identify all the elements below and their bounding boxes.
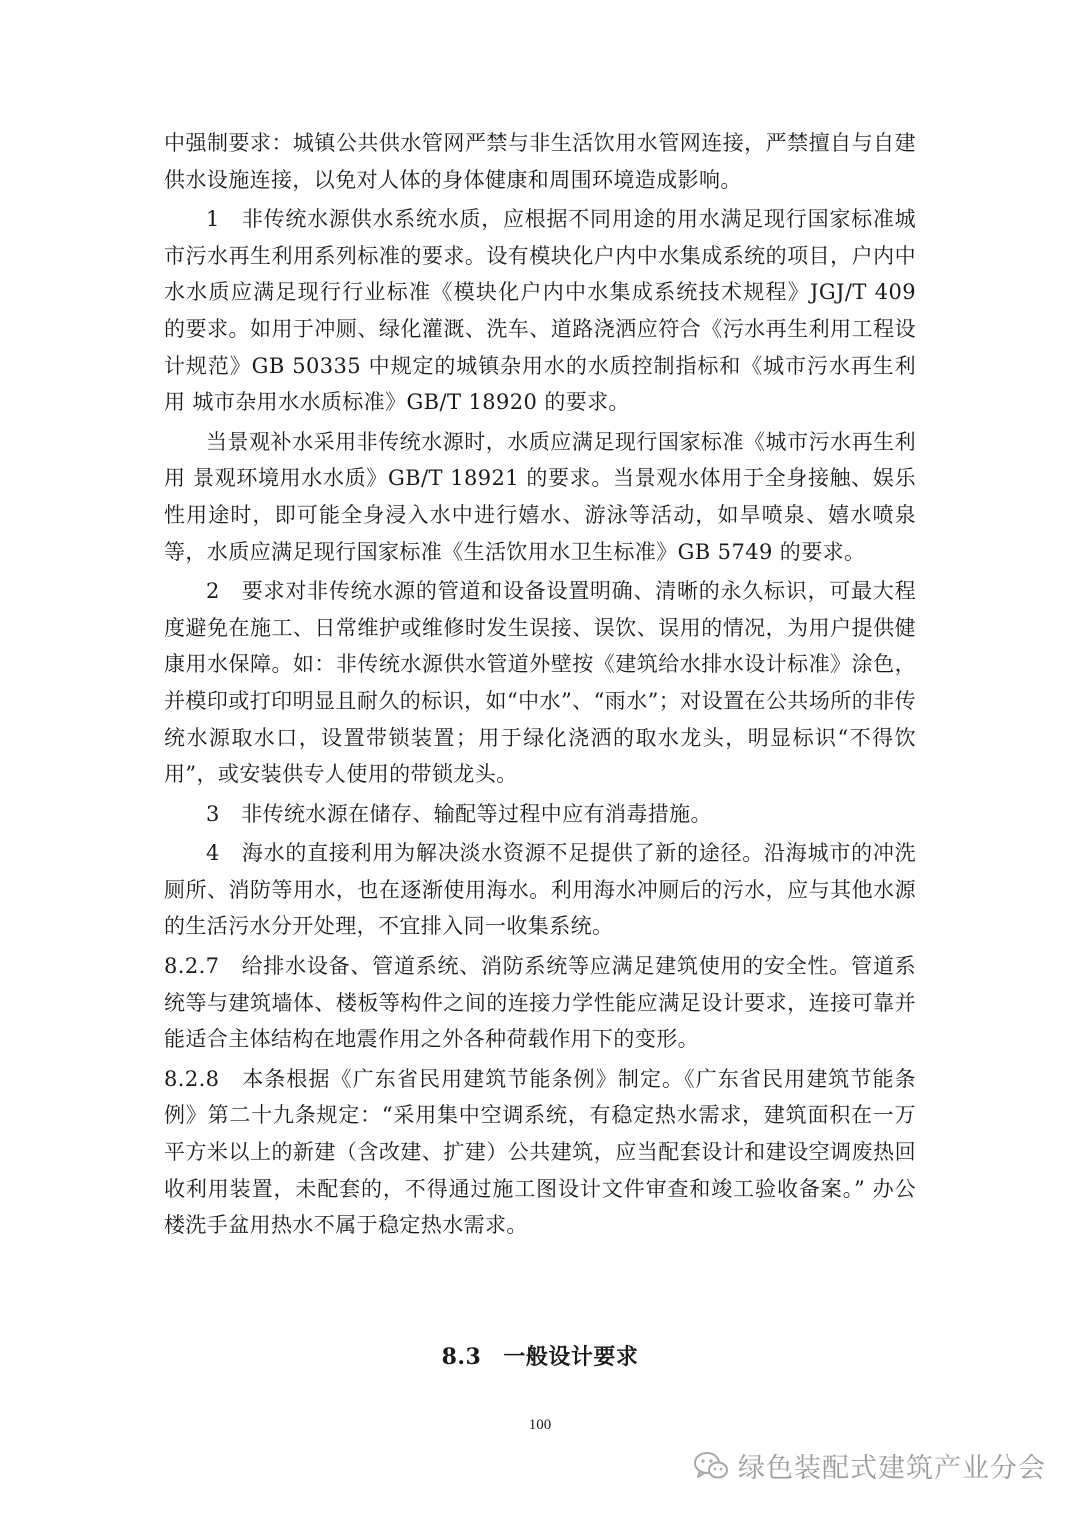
paragraph: 当景观补水采用非传统水源时，水质应满足现行国家标准《城市污水再生利用 景观环境用水水质》GB/T 18921 的要求。当景观水体用于全身接触、娱乐性用途时，即可能全身浸入水中进行嬉水、游泳等活动，如旱喷泉、嬉水喷泉等，水质应满足现行国家标准《生活饮用水卫生标准》GB 5749 的要求。 xyxy=(164,429,916,564)
paragraph: 1 非传统水源供水系统水质，应根据不同用途的用水满足现行国家标准城市污水再生利用系列标准的要求。设有模块化户内中水集成系统的项目，户内中水水质应满足现行行业标准《模块化户内中水集成系统技术规程》JGJ/T 409 的要求。如用于冲厕、绿化灌溉、洗车、道路浇洒应符合《污水再生利用工程设计规范》GB 50335 中规定的城镇杂用水的水质控制指标和《城市污水再生利用 城市杂用水水质标准》GB/T 18920 的要求。 xyxy=(164,207,916,415)
watermark-text: 绿色装配式建筑产业分会 xyxy=(738,1453,1046,1484)
page-number: 100 xyxy=(528,1417,552,1433)
section-number: 8.3 xyxy=(441,1344,482,1370)
paragraph: 2 要求对非传统水源的管道和设备设置明确、清晰的永久标识，可最大程度避免在施工、日常维护或维修时发生误接、误饮、误用的情况，为用户提供健康用水保障。如：非传统水源供水管道外壁按《建筑给水排水设计标准》涂色，并模印或打印明显且耐久的标识，如“中水”、“雨水”；对设置在公共场所的非传统水源取水口，设置带锁装置；用于绿化浇洒的取水龙头，明显标识“不得饮用”，或安装供专人使用的带锁龙头。 xyxy=(164,579,916,787)
clause-8-2-7: 8.2.7 给排水设备、管道系统、消防系统等应满足建筑使用的安全性。管道系统等与建筑墙体、楼板等构件之间的连接力学性能应满足设计要求，连接可靠并能适合主体结构在地震作用之外各种荷载作用下的变形。 xyxy=(164,954,916,1052)
paragraph: 3 非传统水源在储存、输配等过程中应有消毒措施。 xyxy=(206,801,712,826)
paragraph: 中强制要求：城镇公共供水管网严禁与非生活饮用水管网连接，严禁擅自与自建供水设施连接，以免对人体的身体健康和周围环境造成影响。 xyxy=(164,131,916,192)
section-heading xyxy=(0,1340,1080,1371)
clause-8-2-8: 8.2.8 本条根据《广东省民用建筑节能条例》制定。《广东省民用建筑节能条例》第二十九条规定：“采用集中空调系统，有稳定热水需求，建筑面积在一万平方米以上的新建（含改建、扩建）公共建筑，应当配套设计和建设空调废热回收利用装置，未配套的，不得通过施工图设计文件审查和竣工验收备案。” 办公楼洗手盆用热水不属于稳定热水需求。 xyxy=(164,1066,916,1238)
section-title: 一般设计要求 xyxy=(503,1344,639,1370)
body-text xyxy=(164,125,916,1247)
wechat-icon xyxy=(692,1450,730,1482)
paragraph: 4 海水的直接利用为解决淡水资源不足提供了新的途径。沿海城市的冲洗厕所、消防等用水，也在逐渐使用海水。利用海水冲厕后的污水，应与其他水源的生活污水分开处理，不宜排入同一收集系统。 xyxy=(164,841,916,939)
watermark xyxy=(692,1446,1046,1485)
